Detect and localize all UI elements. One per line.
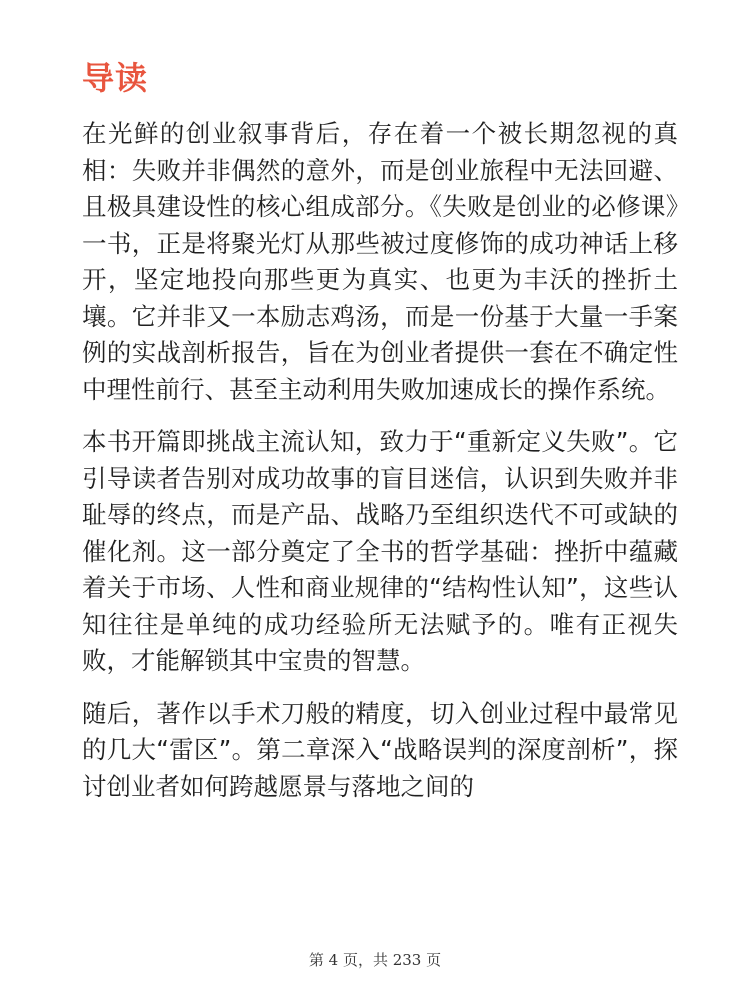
page-number-footer: 第 4 页，共 233 页 (308, 951, 442, 969)
paragraph-1: 在光鲜的创业叙事背后，存在着一个被长期忽视的真相：失败并非偶然的意外，而是创业旅程中无法回避、且极具建设性的核心组成部分。《失败是创业的必修课》一书，正是将聚光灯从那些被过度修饰的成功神话上移开，坚定地投向那些更为真实、也更为丰沃的挫折土壤。它并非又一本励志鸡汤，而是一份基于大量一手案例的实战剖析报告，旨在为创业者提供一套在不确定性中理性前行、甚至主动利用失败加速成长的操作系统。 (82, 119, 678, 404)
paragraph-2: 本书开篇即挑战主流认知，致力于“重新定义失败”。它引导读者告别对成功故事的盲目迷信，认识到失败并非耻辱的终点，而是产品、战略乃至组织迭代不可或缺的催化剂。这一部分奠定了全书的哲学基础：挫折中蕴藏着关于市场、人性和商业规律的“结构性认知”，这些认知往往是单纯的成功经验所无法赋予的。唯有正视失败，才能解锁其中宝贵的智慧。 (82, 427, 678, 675)
body-text (82, 116, 678, 821)
section-heading: 导读 (82, 59, 149, 97)
paragraph-3: 随后，著作以手术刀般的精度，切入创业过程中最常见的几大“雷区”。第二章深入“战略误判的深度剖析”，探讨创业者如何跨越愿景与落地之间的 (82, 698, 678, 801)
